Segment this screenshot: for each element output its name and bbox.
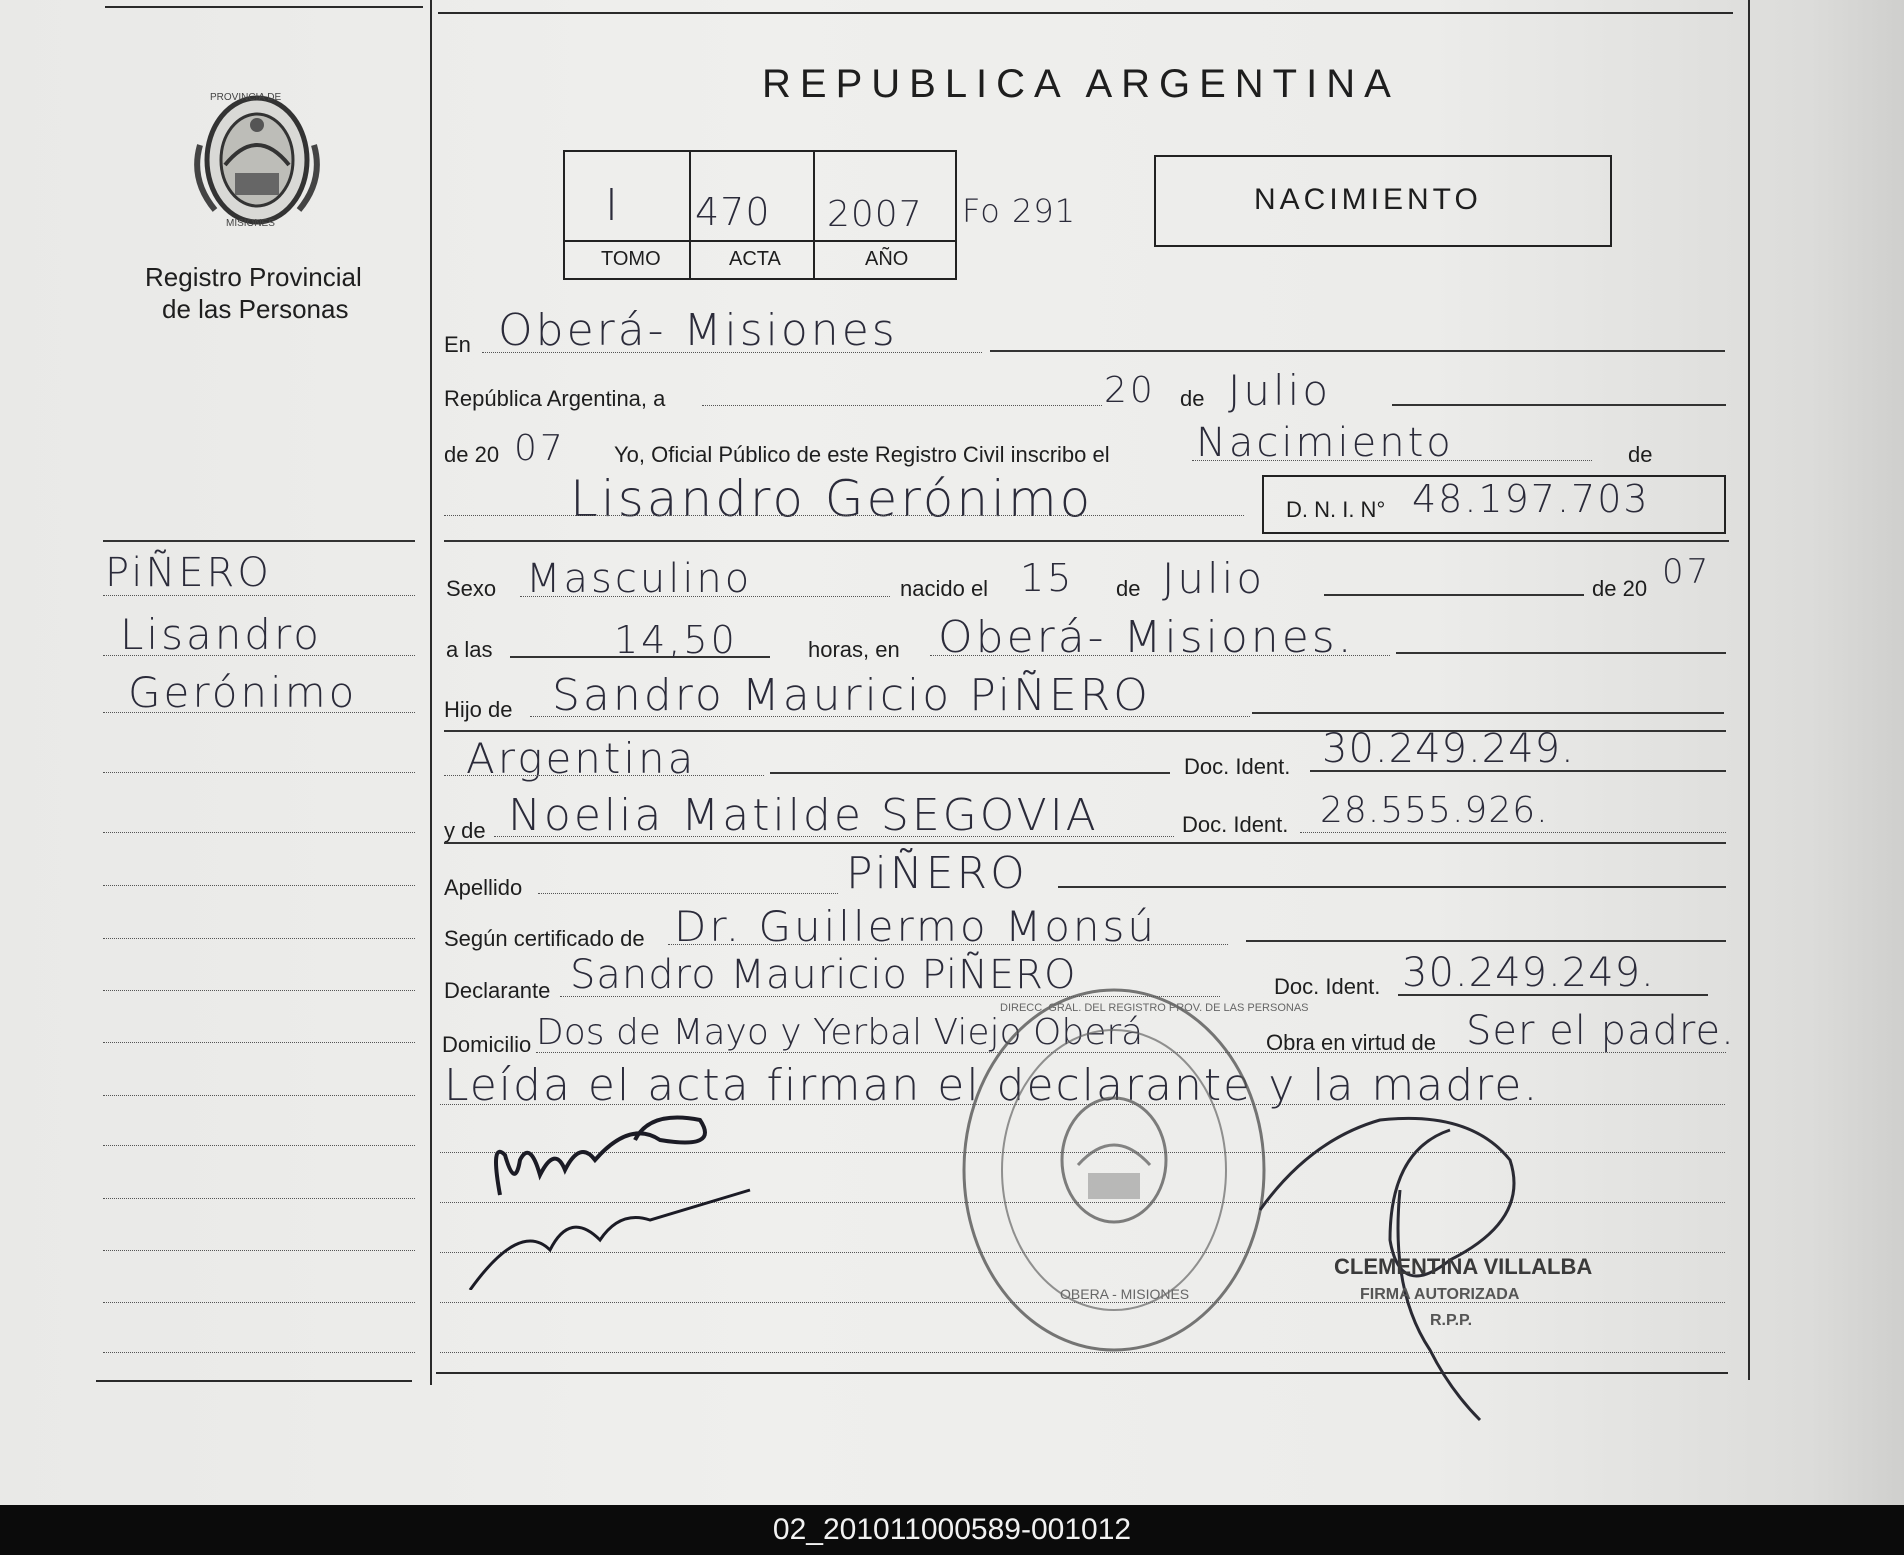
en-label: En	[444, 332, 471, 357]
record-type-box	[1154, 155, 1612, 247]
yde-label: y de	[444, 818, 486, 843]
anio-label: AÑO	[865, 248, 909, 270]
country-title: REPUBLICA ARGENTINA	[762, 62, 1400, 106]
dni-label: D. N. I. N°	[1286, 497, 1386, 522]
sexo-label: Sexo	[446, 576, 497, 601]
seal-ring-text: DIRECC. GRAL. DEL REGISTRO PROV. DE LAS PERSONAS	[1000, 1002, 1309, 1014]
declarante-doc-value: 30.249.249.	[1402, 950, 1655, 996]
margin-first-name: Lisandro	[120, 610, 323, 659]
official-name: CLEMENTINA VILLALBA	[1334, 1254, 1593, 1279]
crest-text-top: PROVINCIA DE	[210, 92, 282, 103]
anio-value: 2007	[827, 194, 923, 235]
acto-value: Nacimiento	[1196, 420, 1454, 466]
leida-value: Leída el acta firman el declarante y la madre.	[444, 1060, 1540, 1111]
nacido-day: 15	[1020, 556, 1075, 600]
left-column-divider	[430, 0, 432, 1385]
nacido-year: 07	[1662, 552, 1712, 592]
scan-code-footer: 02_201011000589-001012	[0, 1505, 1904, 1555]
nacido-de20-label: de 20	[1592, 576, 1648, 601]
margin-middle-name: Gerónimo	[128, 668, 358, 717]
right-border	[1748, 0, 1750, 1380]
madre-doc-label: Doc. Ident.	[1182, 812, 1289, 837]
dni-box	[1262, 475, 1726, 534]
apellido-label: Apellido	[444, 875, 523, 900]
month-value: Julio	[1228, 366, 1332, 415]
margin-surname: PiÑERO	[105, 550, 272, 596]
day-value: 20	[1104, 370, 1156, 411]
medico-value: Dr. Guillermo Monsú	[674, 902, 1158, 951]
registry-title-line1: Registro Provincial	[145, 262, 362, 292]
de-label: de	[1180, 386, 1205, 411]
madre-doc-value: 28.555.926.	[1320, 790, 1549, 831]
mother-signature-icon	[460, 1100, 790, 1290]
padre-doc-label: Doc. Ident.	[1184, 754, 1291, 779]
tomo-value: I	[605, 180, 621, 231]
domicilio-value: Dos de Mayo y Yerbal Viejo Oberá	[536, 1012, 1144, 1053]
oficial-label: Yo, Oficial Público de este Registro Civil inscribo el	[614, 442, 1110, 467]
alas-label: a las	[446, 637, 493, 662]
crest-text-bottom: MISIONES	[226, 218, 275, 229]
padre-doc-value: 30.249.249.	[1322, 726, 1575, 772]
declarante-label: Declarante	[444, 978, 551, 1003]
seal-inner-text: OBERA - MISIONES	[1060, 1286, 1190, 1302]
nacido-month: Julio	[1162, 554, 1266, 603]
acta-label: ACTA	[729, 248, 781, 270]
en-value: Oberá- Misiones	[498, 305, 898, 356]
declarante-value: Sandro Mauricio PiÑERO	[570, 952, 1077, 998]
declarante-doc-label: Doc. Ident.	[1274, 974, 1381, 999]
horas-label: horas, en	[808, 637, 900, 662]
record-number-table	[563, 150, 957, 280]
hora-value: 14,50	[614, 618, 738, 662]
record-type-label: NACIMIENTO	[1254, 183, 1482, 216]
hijo-label: Hijo de	[444, 697, 513, 722]
top-rule-left	[105, 6, 423, 8]
top-rule-right	[438, 12, 1733, 14]
nacido-label: nacido el	[900, 576, 989, 601]
domicilio-label: Domicilio	[442, 1032, 532, 1057]
year-value: 07	[514, 428, 566, 469]
margin-bottom-rule	[96, 1380, 412, 1382]
acta-value: 470	[695, 190, 771, 234]
padre-value: Sandro Mauricio PiÑERO	[552, 670, 1151, 721]
segun-label: Según certificado de	[444, 926, 645, 951]
obra-label: Obra en virtud de	[1266, 1030, 1436, 1055]
apellido-value: PiÑERO	[846, 848, 1028, 899]
de-label-2: de	[1628, 442, 1653, 467]
margin-top-rule	[103, 540, 415, 542]
de20-label: de 20	[444, 442, 500, 467]
registry-title-line2: de las Personas	[162, 294, 349, 324]
folio-note: Fo 291	[962, 192, 1077, 230]
nombre-value: Lisandro Gerónimo	[570, 470, 1094, 528]
madre-value: Noelia Matilde SEGOVIA	[508, 790, 1099, 841]
official-role-2: R.P.P.	[1430, 1312, 1473, 1329]
nacido-de-label: de	[1116, 576, 1141, 601]
padre-nacionalidad: Argentina	[466, 734, 697, 783]
official-role: FIRMA AUTORIZADA	[1360, 1286, 1520, 1303]
dni-value: 48.197.703	[1412, 477, 1650, 521]
republica-label: República Argentina, a	[444, 386, 666, 411]
lugar-value: Oberá- Misiones.	[938, 612, 1355, 663]
sexo-value: Masculino	[526, 556, 753, 602]
obra-value: Ser el padre.	[1466, 1008, 1735, 1054]
province-crest-icon	[190, 85, 325, 235]
tomo-label: TOMO	[601, 248, 661, 270]
